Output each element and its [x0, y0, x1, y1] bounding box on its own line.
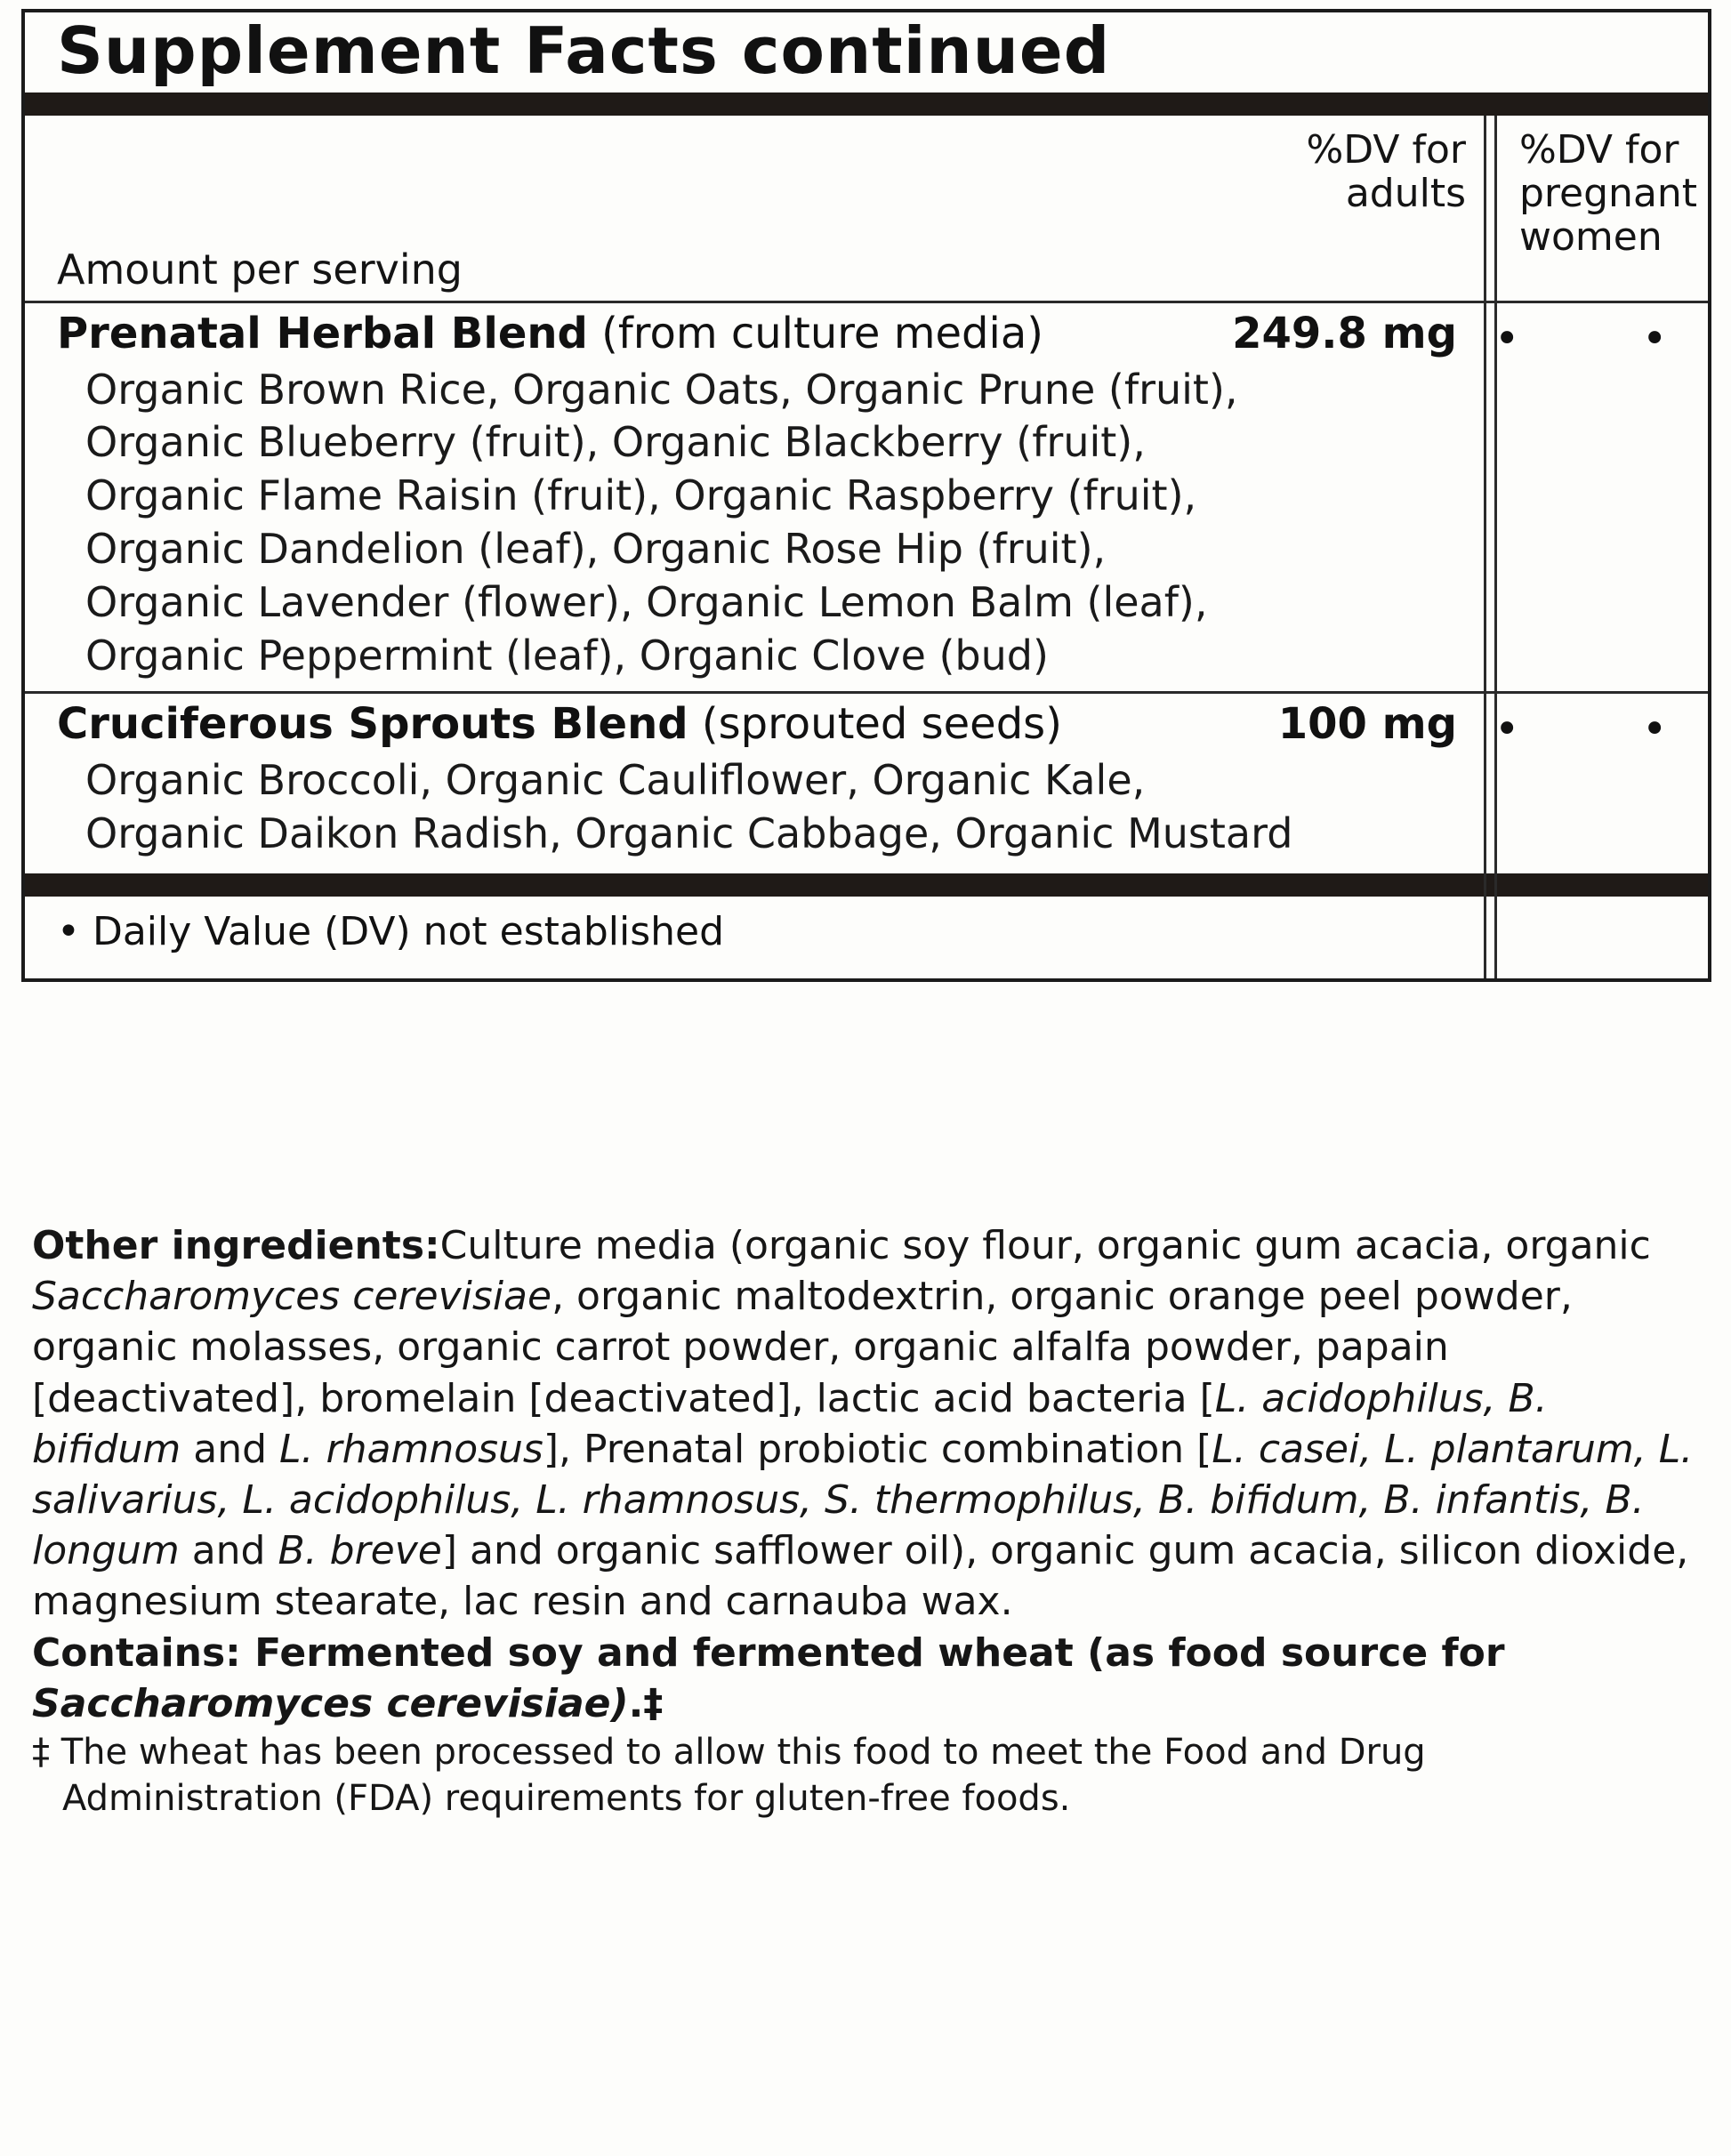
amount-per-serving-label: Amount per serving [57, 245, 463, 294]
other-ingredients-text [32, 1223, 1693, 1624]
dv-footnote: • Daily Value (DV) not established [57, 908, 725, 954]
ingredient-line: Organic Dandelion (leaf), Organic Rose Hip (fruit), [85, 524, 1107, 573]
footer-rule [25, 873, 1708, 897]
italic-species-name: L. rhamnosus [279, 1426, 543, 1472]
blend-title-line: Prenatal Herbal Blend (from culture media) 249.8 mg • • [57, 308, 1668, 364]
blend-title-line: Cruciferous Sprouts Blend (sprouted seeds) 100 mg • • [57, 699, 1668, 755]
ingredient-text: ], Prenatal probiotic combination [ [543, 1426, 1212, 1472]
italic-species-name: Saccharomyces cerevisiae [32, 1274, 552, 1320]
blend-amount: 100 mg [1277, 699, 1457, 750]
table-header-row [25, 116, 1708, 301]
italic-species-name: L. casei, L. plantarum, L. salivarius, L. acidophilus, L. rhamnosus, S. thermophilus, B. bifidum, B. infantis, B. longum [32, 1426, 1694, 1574]
blend-row [25, 303, 1708, 692]
blend-amount: 249.8 mg [1232, 308, 1457, 358]
blend-name: Prenatal Herbal Blend (from culture media) [57, 308, 1043, 358]
contains-italic-species: Saccharomyces cerevisiae) [32, 1680, 629, 1726]
contains-dagger-mark: ‡ [643, 1680, 664, 1726]
nutrition-table [25, 116, 1708, 978]
supplement-facts-panel [21, 9, 1711, 982]
title-rule [25, 93, 1708, 116]
dv-pregnant-value: • [1642, 704, 1668, 755]
blend-ingredient-list [25, 364, 1708, 683]
footnote-row [25, 897, 1708, 978]
ingredient-text: and [179, 1528, 278, 1574]
ingredient-text: Culture media (organic soy flour, organic gum acacia, organic [439, 1223, 1651, 1268]
dagger-footnote [32, 1729, 1703, 1822]
dv-pregnant-value: • [1642, 313, 1668, 364]
other-ingredients-paragraph [32, 1220, 1703, 1628]
ingredient-line: Organic Flame Raisin (fruit), Organic Raspberry (fruit), [85, 471, 1197, 520]
dv-pregnant-header: %DV for pregnant women [1519, 126, 1698, 261]
italic-species-name: B. breve [278, 1528, 442, 1574]
other-ingredients-heading: Other ingredients: [32, 1223, 440, 1268]
contains-text: Fermented soy and fermented wheat (as food source for [240, 1629, 1505, 1676]
dv-adults-header: %DV for adults [1306, 126, 1466, 216]
ingredient-line: Organic Broccoli, Organic Cauliflower, Organic Kale, [85, 756, 1146, 805]
other-ingredients-block [32, 1220, 1703, 1822]
ingredient-line: Organic Lavender (flower), Organic Lemon Balm (leaf), [85, 577, 1208, 626]
ingredient-line: Organic Daikon Radish, Organic Cabbage, Organic Mustard [85, 809, 1293, 858]
contains-label: Contains: [32, 1629, 241, 1676]
ingredient-text: and [181, 1426, 280, 1472]
ingredient-text: , organic maltodextrin, organic orange peel powder, organic molasses, organic carrot powder, organic alfalfa powder, papain [deactivated], bromelain [deactivated], lactic acid bacteria [ [32, 1274, 1573, 1421]
ingredient-line: Organic Peppermint (leaf), Organic Clove (bud) [85, 631, 1049, 680]
blend-ingredient-list [25, 754, 1708, 861]
contains-suffix: . [628, 1680, 644, 1726]
contains-statement [32, 1628, 1703, 1729]
dagger-footnote-line1: ‡ The wheat has been processed to allow this food to meet the Food and Drug [32, 1731, 1426, 1773]
italic-species-name: L. acidophilus, B. bifidum [32, 1375, 1548, 1472]
blend-row [25, 694, 1708, 870]
ingredient-text: ] and organic safflower oil), organic gum acacia, silicon dioxide, magnesium stearate, lac resin and carnauba wax. [32, 1528, 1689, 1625]
dagger-footnote-line2: Administration (FDA) requirements for gluten-free foods. [62, 1777, 1071, 1819]
panel-title: Supplement Facts continued [57, 13, 1111, 88]
ingredient-line: Organic Blueberry (fruit), Organic Blackberry (fruit), [85, 418, 1146, 467]
ingredient-line: Organic Brown Rice, Organic Oats, Organic Prune (fruit), [85, 365, 1238, 414]
blend-name: Cruciferous Sprouts Blend (sprouted seeds) [57, 699, 1062, 750]
